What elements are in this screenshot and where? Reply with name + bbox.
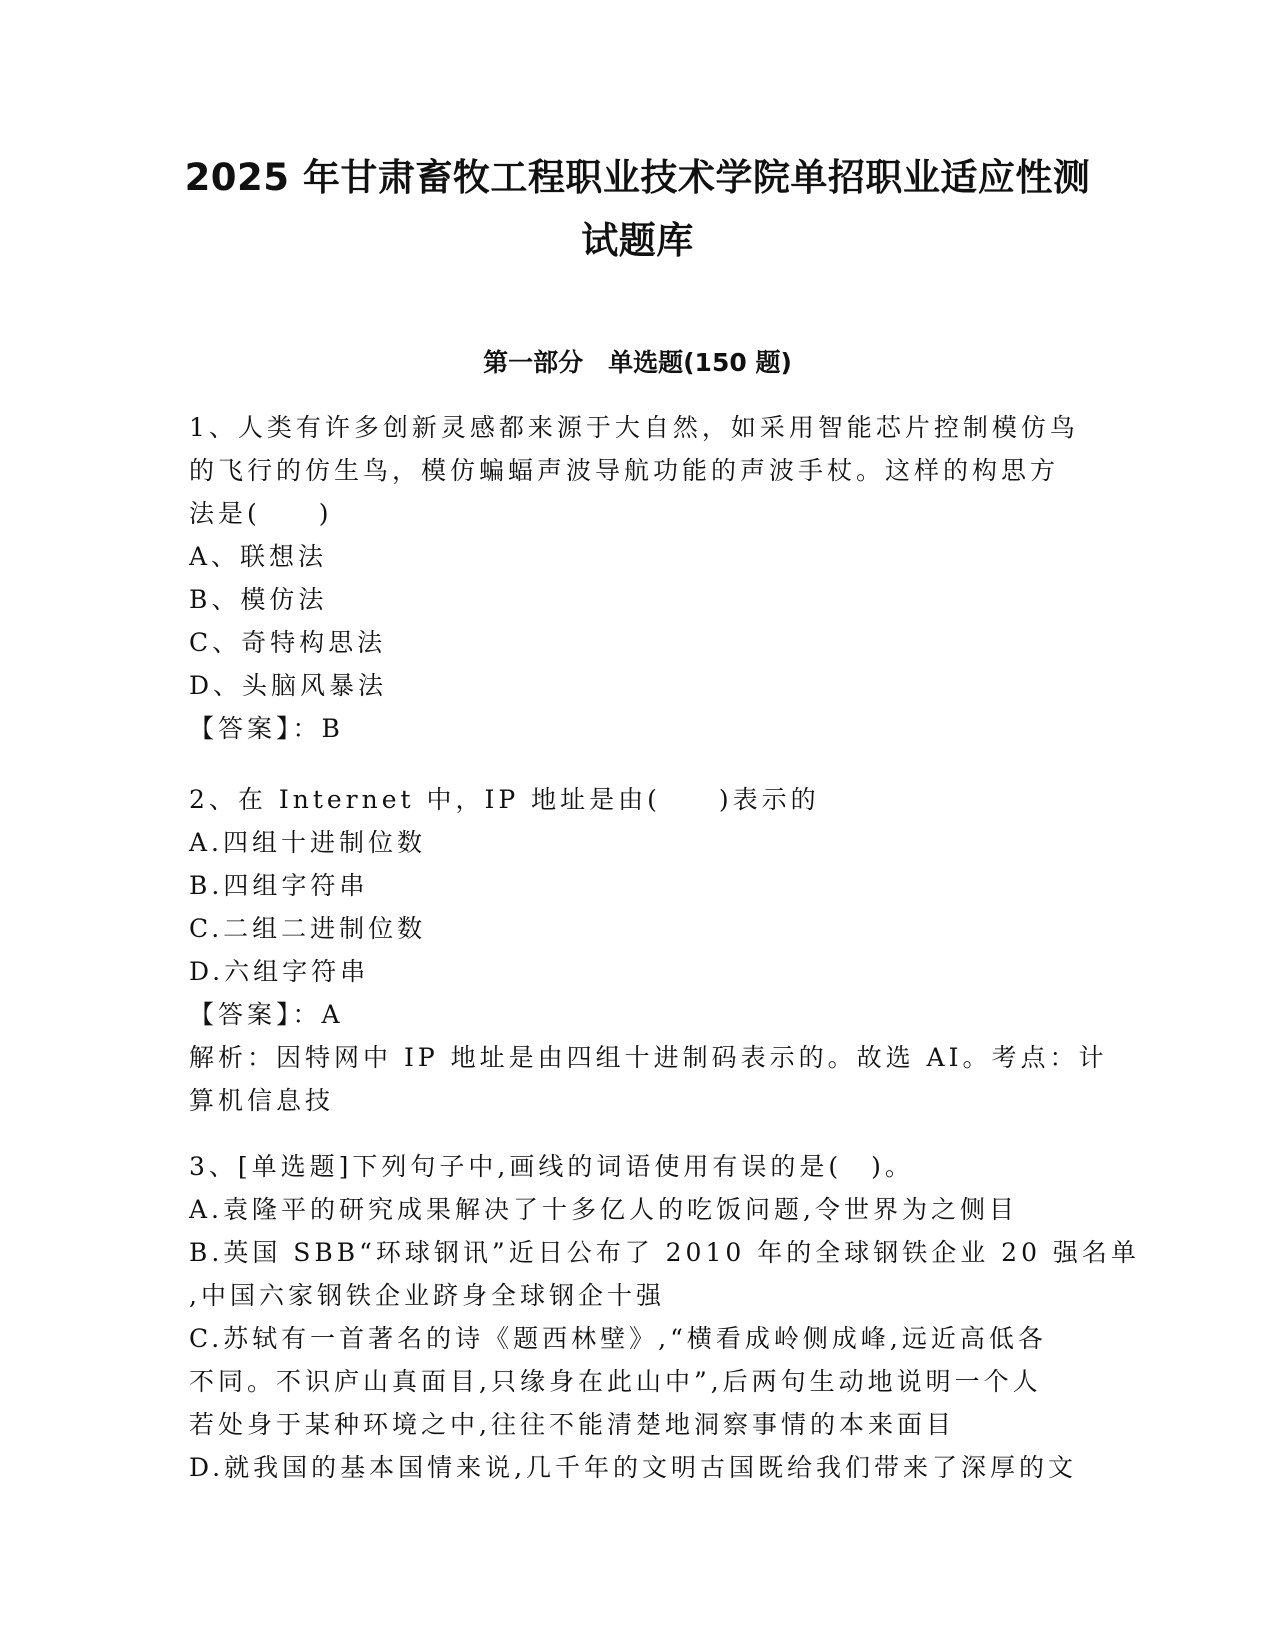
- question-2-answer: 【答案】：A: [189, 1000, 344, 1029]
- question-3-option-c-cont: 若处身于某种环境之中,往往不能清楚地洞察事情的本来面目: [189, 1410, 955, 1439]
- question-2-option-c: C.二组二进制位数: [189, 914, 427, 943]
- question-2-option-a: A.四组十进制位数: [189, 828, 427, 857]
- question-2-explanation-line: 解析：因特网中 IP 地址是由四组十进制码表示的。故选 AI。考点：计: [189, 1043, 1108, 1072]
- question-1-option-a: A、联想法: [189, 542, 328, 571]
- question-1-stem-line: 1、人类有许多创新灵感都来源于大自然，如采用智能芯片控制模仿鸟: [189, 413, 1079, 442]
- question-3-option-a: A.袁隆平的研究成果解决了十多亿人的吃饭问题,令世界为之侧目: [189, 1195, 1018, 1224]
- question-1-stem-line: 的飞行的仿生鸟，模仿蝙蝠声波导航功能的声波手杖。这样的构思方: [189, 456, 1060, 485]
- question-1-option-d: D、头脑风暴法: [189, 671, 388, 700]
- question-1-stem-line: 法是( ): [189, 499, 333, 528]
- question-3-stem-line: 3、[单选题]下列句子中,画线的词语使用有误的是( )。: [189, 1152, 914, 1181]
- question-3: [189, 1145, 1140, 1489]
- question-3-option-b-cont: ,中国六家钢铁企业跻身全球钢企十强: [189, 1281, 665, 1310]
- question-2-option-b: B.四组字符串: [189, 871, 369, 900]
- question-1-option-b: B、模仿法: [189, 585, 328, 614]
- question-3-option-c: C.苏轼有一首著名的诗《题西林壁》,“横看成岭侧成峰,远近高低各: [189, 1324, 1047, 1353]
- question-1-answer: 【答案】：B: [189, 714, 344, 743]
- question-3-option-b: B.英国 SBB“环球钢讯”近日公布了 2010 年的全球钢铁企业 20 强名单: [189, 1238, 1140, 1267]
- document-title: [150, 146, 1125, 272]
- question-2: [189, 778, 1108, 1122]
- title-line-1: 2025 年甘肃畜牧工程职业技术学院单招职业适应性测: [184, 156, 1091, 199]
- question-1-option-c: C、奇特构思法: [189, 628, 387, 657]
- title-line-2: 试题库: [581, 219, 694, 262]
- section-heading: 第一部分 单选题(150 题): [483, 348, 792, 377]
- question-2-option-d: D.六组字符串: [189, 957, 370, 986]
- question-3-option-c-cont: 不同。不识庐山真面目,只缘身在此山中”,后两句生动地说明一个人: [189, 1367, 1042, 1396]
- question-1: [189, 406, 1089, 750]
- question-2-explanation-line: 算机信息技: [189, 1086, 335, 1115]
- question-3-option-d: D.就我国的基本国情来说,几千年的文明古国既给我们带来了深厚的文: [189, 1453, 1078, 1482]
- question-2-stem-line: 2、在 Internet 中，IP 地址是由( )表示的: [189, 785, 820, 814]
